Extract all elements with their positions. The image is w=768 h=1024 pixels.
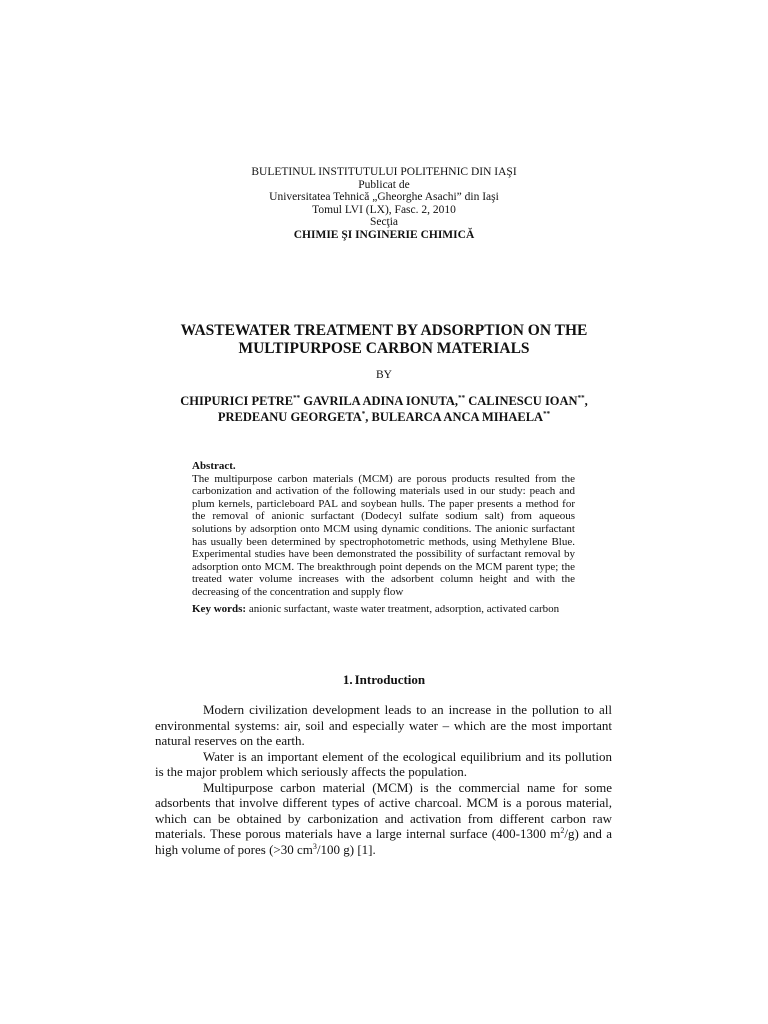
superscript: 2 <box>560 826 565 835</box>
author-affiliation-mark: ** <box>293 394 301 402</box>
author-line-2 <box>0 410 768 426</box>
author-affiliation-mark: ** <box>543 409 551 418</box>
author-name: CHIPURICI PETRE <box>180 394 294 408</box>
section-title: Introduction <box>354 672 426 687</box>
paper-title <box>0 322 768 358</box>
journal-volume: Tomul LVI (LX), Fasc. 2, 2010 <box>312 203 456 216</box>
author-line-1 <box>0 394 768 410</box>
journal-section-label: Secţia <box>369 216 399 229</box>
author-list <box>0 394 768 425</box>
abstract-heading: Abstract. <box>192 460 236 472</box>
body-text <box>155 702 612 857</box>
author-name: PREDEANU GEORGETA <box>217 409 362 424</box>
paragraph-text: /g) and a high volume of pores (>30 cm <box>155 826 613 857</box>
section-heading <box>0 672 768 688</box>
journal-section: CHIMIE ŞI INGINERIE CHIMICĂ <box>293 228 475 241</box>
journal-header <box>0 166 768 242</box>
journal-publisher-label: Publicat de <box>358 178 410 191</box>
abstract-block <box>192 460 575 615</box>
keywords <box>192 603 575 616</box>
author-name: BULEARCA ANCA MIHAELA <box>371 409 544 424</box>
author-name: GAVRILA ADINA IONUTA, <box>300 394 459 408</box>
paper-title-line-1: WASTEWATER TREATMENT BY ADSORPTION ON THE <box>180 322 588 339</box>
by-line: BY <box>376 369 392 381</box>
paragraph-text: Multipurpose carbon material (MCM) is the commercial name for some adsorbents that involve different types of active charcoal. MCM is a porous material, which can be obtained by carbonization and activation from different carbon raw materials. These porous materials have a large internal surface (400-1300 m <box>155 779 612 841</box>
author-affiliation-mark: * <box>361 409 366 418</box>
author-separator: , <box>365 409 372 424</box>
keywords-text: anionic surfactant, waste water treatment, adsorption, activated carbon <box>246 602 560 615</box>
journal-name: BULETINUL INSTITUTULUI POLITEHNIC DIN IAŞI <box>251 166 517 178</box>
journal-publisher: Universitatea Tehnică „Gheorghe Asachi” din Iaşi <box>269 191 499 204</box>
section-number: 1. <box>342 672 353 687</box>
author-separator: , <box>584 394 588 408</box>
paragraph: Water is an important element of the ecological equilibrium and its pollution is the major problem which seriously affects the population. <box>155 748 612 779</box>
author-affiliation-mark: ** <box>577 394 585 402</box>
abstract-text: The multipurpose carbon materials (MCM) are porous products resulted from the carbonization and activation of the following materials used in our study: peach and plum kernels, particleboard PAL and soybean hulls. The paper presents a method for the removal of anionic surfactant (Dodecyl sulfate sodium salt) from aqueous solutions by adsorption onto MCM using dynamic conditions. The anionic surfactant has usually been determined by spectrophotometric methods, using Methylene Blue. Experimental studies have been demonstrated the possibility of surfactant removal by adsorption onto MCM. The breakthrough point depends on the MCM parent type; the treated water volume increases with the adsorbent column height and with the decreasing of the concentration and supply flow <box>192 472 575 598</box>
superscript: 3 <box>312 841 317 851</box>
author-name: CALINESCU IOAN <box>465 394 578 408</box>
paragraph-text: /100 g) [1]. <box>316 841 376 857</box>
paper-title-line-2: MULTIPURPOSE CARBON MATERIALS <box>238 340 530 357</box>
paragraph: Modern civilization development leads to an increase in the pollution to all environmental systems: air, soil and especially water – which are the most important natural reserves on the earth. <box>155 702 612 748</box>
paragraph <box>155 780 612 858</box>
keywords-label: Key words: <box>192 602 247 615</box>
author-affiliation-mark: ** <box>458 394 466 402</box>
